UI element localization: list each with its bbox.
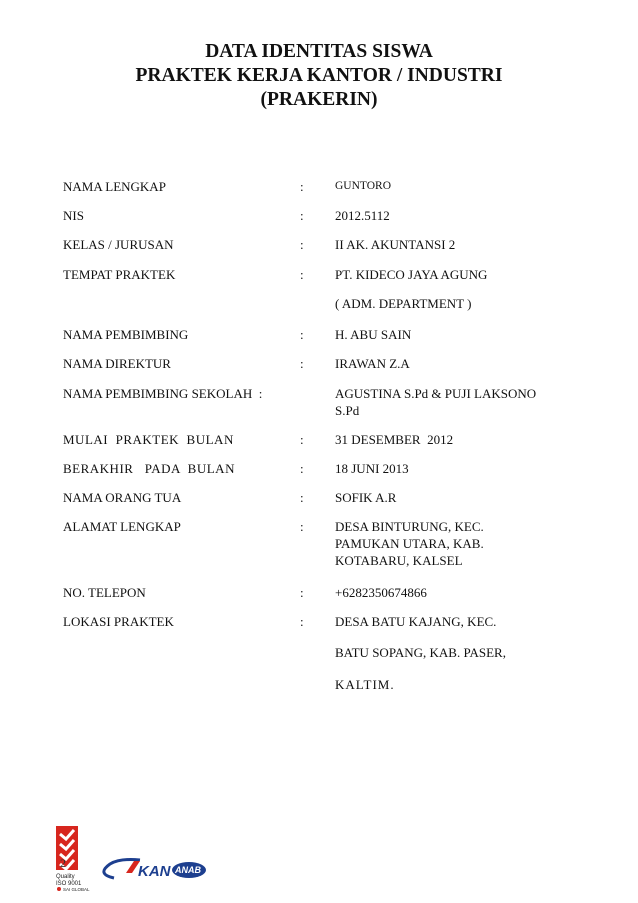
- row-value: H. ABU SAIN: [335, 327, 412, 342]
- row-label: NAMA PEMBIMBING: [63, 327, 189, 342]
- logo-quality-text: Quality: [56, 874, 75, 880]
- row-colon: :: [300, 267, 304, 282]
- row-colon: :: [300, 432, 304, 447]
- row-colon: :: [300, 179, 304, 194]
- row-value: BATU SOPANG, KAB. PASER,: [335, 645, 506, 660]
- row-value: ( ADM. DEPARTMENT ): [335, 296, 472, 311]
- row-colon: :: [300, 208, 304, 223]
- title-line-2: PRAKTEK KERJA KANTOR / INDUSTRI: [135, 65, 503, 86]
- row-value: IRAWAN Z.A: [335, 356, 410, 371]
- row-label: BERAKHIR PADA BULAN: [63, 461, 235, 476]
- row-label: NAMA LENGKAP: [63, 179, 166, 194]
- row-value: 31 DESEMBER 2012: [335, 432, 454, 447]
- row-value: AGUSTINA S.Pd & PUJI LAKSONO S.Pd: [335, 386, 537, 418]
- row-colon: :: [300, 585, 304, 600]
- row-colon: :: [300, 519, 304, 534]
- row-label: TEMPAT PRAKTEK: [63, 267, 176, 282]
- row-label: ALAMAT LENGKAP: [63, 519, 181, 534]
- row-label: MULAI PRAKTEK BULAN: [63, 432, 234, 447]
- row-label: NO. TELEPON: [63, 585, 146, 600]
- row-label: NIS: [63, 208, 84, 223]
- row-colon: :: [300, 461, 304, 476]
- row-label: NAMA ORANG TUA: [63, 490, 182, 505]
- certification-footer: [56, 826, 226, 892]
- row-label: KELAS / JURUSAN: [63, 237, 174, 252]
- row-value: DESA BATU KAJANG, KEC.: [335, 614, 497, 629]
- row-value: 18 JUNI 2013: [335, 461, 409, 476]
- row-value: II AK. AKUNTANSI 2: [335, 237, 456, 252]
- row-value: KALTIM.: [335, 677, 395, 692]
- logo-iso-text: ISO 9001: [56, 881, 82, 887]
- row-value: SOFIK A.R: [335, 490, 397, 505]
- row-value: DESA BINTURUNG, KEC. PAMUKAN UTARA, KAB. KOTABARU, KALSEL: [335, 519, 484, 568]
- row-value: 2012.5112: [335, 208, 390, 223]
- logo-anab-text: ANAB: [175, 865, 201, 875]
- logo-kan-text: KAN: [138, 863, 171, 880]
- row-label: NAMA DIREKTUR: [63, 356, 171, 371]
- logo-sai-text: SAI GLOBAL: [63, 887, 90, 892]
- certification-logo: [56, 826, 226, 892]
- title-line-1: DATA IDENTITAS SISWA: [205, 41, 433, 62]
- document-title: [0, 40, 638, 112]
- row-value: PT. KIDECO JAYA AGUNG: [335, 267, 488, 282]
- row-label: NAMA PEMBIMBING SEKOLAH :: [63, 386, 263, 401]
- row-label: LOKASI PRAKTEK: [63, 614, 174, 629]
- row-value: +6282350674866: [335, 585, 427, 600]
- row-value: GUNTORO: [335, 180, 392, 192]
- kan-logo-icon: [104, 860, 172, 881]
- anab-logo-icon: [172, 862, 206, 878]
- row-colon: :: [300, 490, 304, 505]
- page-number: 2: [60, 856, 66, 870]
- row-colon: :: [300, 327, 304, 342]
- title-line-3: (PRAKERIN): [260, 89, 378, 110]
- row-colon: :: [300, 614, 304, 629]
- row-colon: :: [300, 356, 304, 371]
- row-colon: :: [300, 237, 304, 252]
